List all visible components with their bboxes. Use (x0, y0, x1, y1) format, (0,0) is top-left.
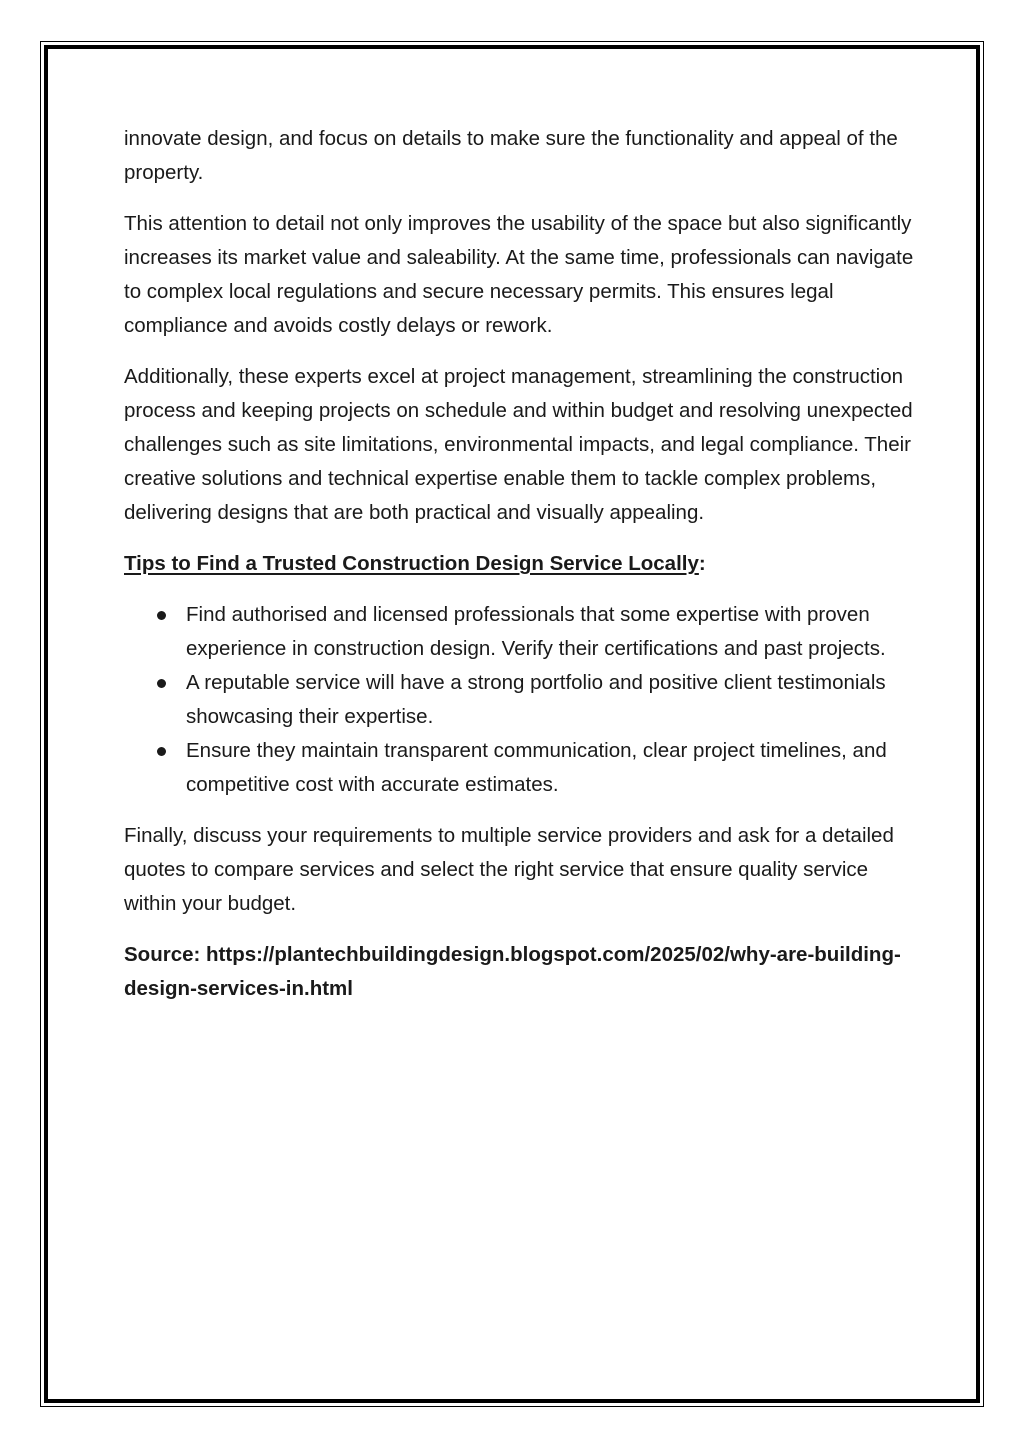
bullet-icon (157, 679, 166, 688)
section-heading-text: Tips to Find a Trusted Construction Design Service Locally (124, 552, 699, 575)
section-heading (124, 547, 914, 581)
section-heading-colon: : (698, 552, 706, 575)
source-label: Source: (124, 943, 207, 966)
bullet-icon (157, 747, 166, 756)
list-item (124, 666, 914, 734)
bullet-icon (157, 611, 166, 620)
paragraph-attention: This attention to detail not only improves the usability of the space but also significantly increases its market value and saleability. At the same time, professionals can navigate to complex local regulations and secure necessary permits. This ensures legal compliance and avoids costly delays or rework. (124, 212, 914, 337)
source-url: https://plantechbuildingdesign.blogspot.com/2025/02/why-are-building-design-services-in.html (124, 943, 901, 1000)
source-line (124, 938, 914, 1006)
tip-text: Ensure they maintain transparent communication, clear project timelines, and competitive cost with accurate estimates. (186, 739, 887, 796)
paragraph-additionally: Additionally, these experts excel at project management, streamlining the construction process and keeping projects on schedule and within budget and resolving unexpected challenges such as site limitations, environmental impacts, and legal compliance. Their creative solutions and technical expertise enable them to tackle complex problems, delivering designs that are both practical and visually appealing. (124, 365, 913, 524)
list-item (124, 598, 914, 666)
paragraph-closing: Finally, discuss your requirements to multiple service providers and ask for a detailed quotes to compare services and select the right service that ensure quality service within your budget. (124, 824, 894, 915)
list-item (124, 734, 914, 802)
document-body (124, 122, 914, 1006)
tip-text: A reputable service will have a strong portfolio and positive client testimonials showcasing their expertise. (186, 671, 886, 728)
tip-text: Find authorised and licensed professionals that some expertise with proven experience in construction design. Verify their certifications and past projects. (186, 603, 886, 660)
tips-list (124, 598, 914, 802)
paragraph-intro: innovate design, and focus on details to make sure the functionality and appeal of the property. (124, 127, 898, 184)
